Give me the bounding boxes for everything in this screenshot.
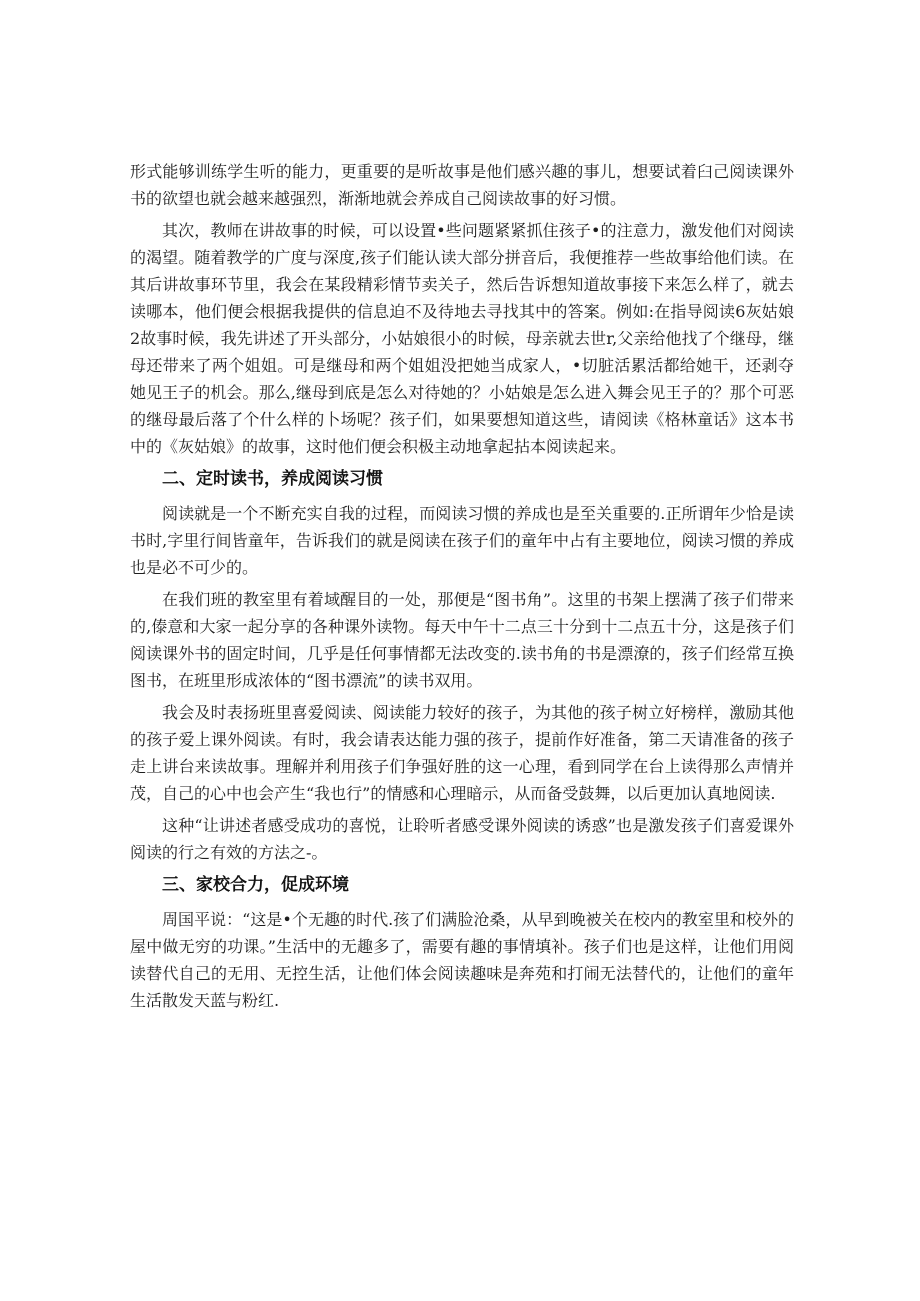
paragraph-continuation: 形式能够训练学生听的能力，更重要的是听故事是他们感兴趣的事儿，想要试着臼己阅读课外书的欲望也就会越来越强烈，渐渐地就会养成自己阅读故事的好习惯。 [130,162,794,208]
paragraph-method: 这种“让讲述者感受成功的喜悦，让聆听者感受课外阅读的诱惑”也是激发孩子们喜爱课外阅读的行之有效的方法之-。 [130,816,794,862]
section-heading-2: 二、定时读书，养成阅读习惯 [162,469,383,489]
section-heading-3: 三、家校合力，促成环境 [162,875,349,895]
document-page [130,158,794,1019]
paragraph-reading-process: 阅读就是一个不断充实自我的过程，而阅读习惯的养成也是至关重要的.正所谓年少恰是读书时,字里行间皆童年，告诉我们的就是阅读在孩子们的童年中占有主要地位，阅读习惯的养成也是必不可少的。 [130,504,794,577]
paragraph-storytelling-questions: 其次，教师在讲故事的时候，可以设置•些问题紧紧抓住孩子•的注意力，激发他们对阅读的渴望。随着教学的广度与深度,孩子们能认读大部分拼音后，我便推荐一些故事给他们读。在其后讲故事环节里，我会在某段精彩情节卖关子，然后告诉想知道故事接下来怎么样了，就去读哪本，他们便会根据我提供的信息迫不及待地去寻找其中的答案。例如:在指导阅读6灰姑娘2故事时候，我先讲述了开头部分，小姑娘很小的时候，母亲就去世r,父亲给他找了个继母，继母还带来了两个姐姐。可是继母和两个姐姐没把她当成家人，•切脏活累活都给她干，还剥夺她见王子的机会。那么,继母到底是怎么对待她的？小姑娘是怎么进入舞会见王子的？那个可恶的继母最后落了个什么样的卜场呢？孩子们，如果要想知道这些，请阅读《格林童话》这本书中的《灰姑娘》的故事，这时他们便会积极主动地拿起拈本阅读起来。 [130,221,794,456]
paragraph-praise: 我会及时表扬班里喜爱阅读、阅读能力较好的孩子，为其他的孩子树立好榜样，激励其他的孩子爱上课外阅读。有时，我会请表达能力强的孩子，提前作好准备，第二天请准备的孩子走上讲台来读故事。理解并利用孩子们争强好胜的这一心理，看到同学在台上读得那么声情并茂，自己的心中也会产生“我也行”的情感和心理暗示，从而备受鼓舞，以后更加认真地阅读. [130,703,794,803]
paragraph-book-corner: 在我们班的教室里有着域醒目的一处，那便是“图书角”。这里的书架上摆满了孩子们带来的,傣意和大家一起分享的各种课外读物。每天中午十二点三十分到十二点五十分，这是孩子们阅读课外书的固定时间，几乎是任何事情都无法改变的.读书角的书是漂潦的，孩子们经常互换图书，在班里形成浓体的“图书漂流”的读书双用。 [130,590,794,690]
paragraph-zhou-guoping: 周国平说：“这是•个无趣的时代.孩了们满脸沧桑，从早到晚被关在校内的教室里和校外的屋中做无穷的功课。”生活中的无趣多了，需要有趣的事情填补。孩子们也是这样，让他们用阅读替代自己的无用、无控生活，让他们体会阅读趣味是奔苑和打闹无法替代的，让他们的童年生活散发天蓝与粉红. [130,910,794,1010]
